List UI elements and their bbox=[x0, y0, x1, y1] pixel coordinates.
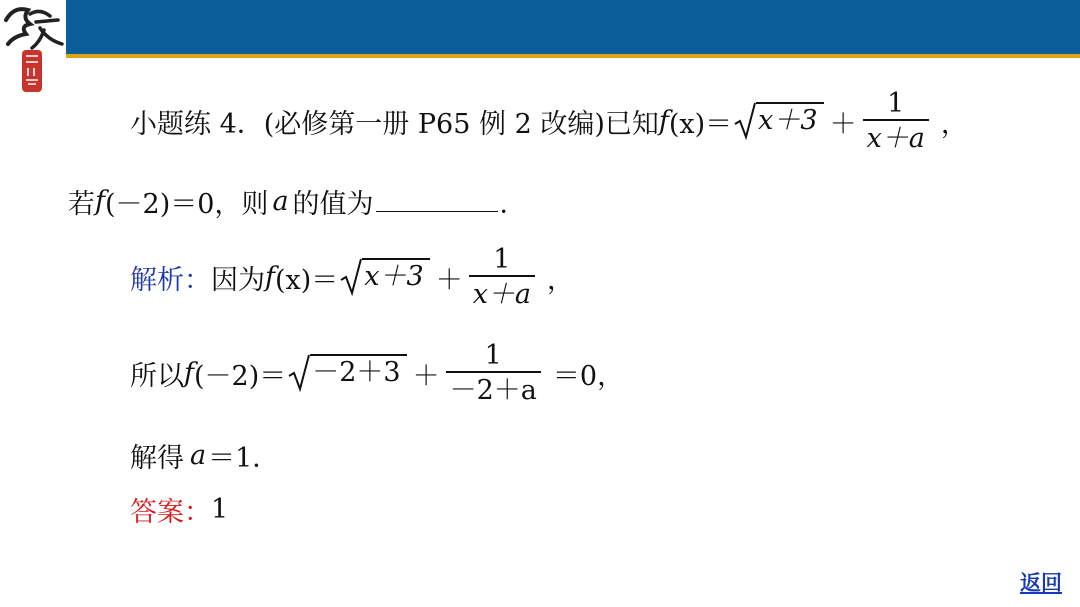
line2-start: 若 bbox=[68, 189, 95, 220]
problem-line-1 bbox=[130, 88, 968, 154]
answer-blank bbox=[376, 191, 498, 212]
solution-line-3 bbox=[130, 436, 279, 475]
function-symbol: f bbox=[95, 186, 105, 217]
fraction-numerator: 1 bbox=[493, 244, 511, 275]
sqrt-sign-icon bbox=[340, 258, 362, 296]
solution-label: 解析： bbox=[130, 264, 211, 296]
function-argument: (－2)＝ bbox=[194, 360, 287, 392]
back-link[interactable]: 返回 bbox=[1020, 571, 1062, 595]
solution-line-2 bbox=[130, 340, 624, 406]
answer-value: 1 bbox=[211, 494, 229, 525]
sqrt-expression bbox=[288, 354, 406, 392]
answer-line bbox=[130, 490, 228, 529]
solution-result: ＝1． bbox=[208, 443, 280, 474]
function-symbol: f bbox=[658, 105, 669, 137]
function-symbol: f bbox=[184, 357, 194, 389]
function-argument: (x)＝ bbox=[668, 108, 733, 140]
comma: ， bbox=[547, 264, 575, 296]
sqrt-expression bbox=[734, 102, 823, 140]
comma: ， bbox=[940, 108, 968, 140]
solution-line3-text: 解得 bbox=[130, 443, 184, 474]
sqrt-sign-icon bbox=[734, 102, 756, 140]
fraction-numerator: 1 bbox=[484, 340, 502, 371]
function-argument: (x)＝ bbox=[275, 264, 339, 296]
fraction-denominator: x＋a bbox=[863, 119, 929, 154]
problem-line-2 bbox=[68, 182, 527, 221]
publisher-logo bbox=[0, 0, 68, 96]
fraction-denominator: x＋a bbox=[469, 275, 535, 310]
variable-a: a bbox=[190, 440, 207, 471]
equation-tail: ＝0， bbox=[552, 360, 625, 392]
line2-end: 的值为 bbox=[292, 189, 374, 220]
header-accent-line bbox=[66, 54, 1080, 58]
fraction-denominator: －2＋a bbox=[446, 371, 541, 406]
fraction bbox=[469, 244, 535, 310]
plus-sign: ＋ bbox=[412, 360, 440, 392]
fraction bbox=[446, 340, 541, 406]
function-symbol: f bbox=[265, 261, 275, 293]
sqrt-radicand: －2＋3 bbox=[310, 354, 406, 392]
fraction bbox=[863, 88, 929, 154]
answer-label: 答案： bbox=[130, 497, 211, 528]
solution-line-1 bbox=[130, 244, 574, 310]
plus-sign: ＋ bbox=[435, 264, 463, 296]
line2-condition: (－2)＝0，则 bbox=[105, 189, 269, 220]
fraction-numerator: 1 bbox=[887, 88, 905, 119]
solution-line1-text: 因为 bbox=[211, 264, 265, 296]
problem-label: 小题练 4．(必修第一册 P65 例 2 改编)已知 bbox=[130, 108, 659, 140]
sqrt-radicand: x＋3 bbox=[756, 102, 823, 140]
plus-sign: ＋ bbox=[829, 108, 857, 140]
variable-a: a bbox=[272, 186, 289, 217]
solution-line2-text: 所以 bbox=[130, 360, 184, 392]
sqrt-radicand: x＋3 bbox=[362, 258, 429, 296]
sqrt-sign-icon bbox=[288, 354, 310, 392]
sqrt-expression bbox=[340, 258, 429, 296]
line2-period: ． bbox=[499, 189, 527, 220]
header-bar bbox=[66, 0, 1080, 54]
